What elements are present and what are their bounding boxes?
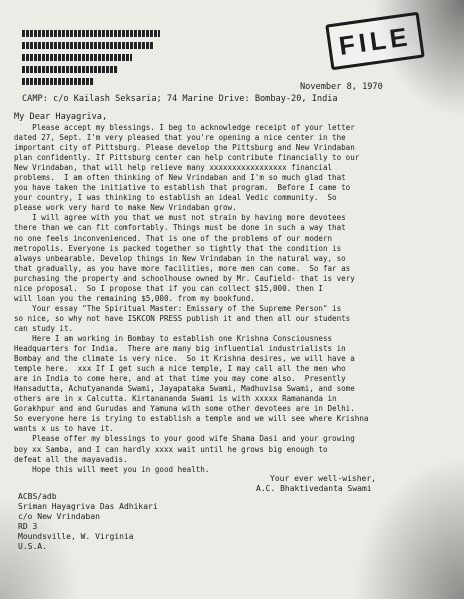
body-line: can study it. bbox=[14, 323, 74, 333]
body-line: Your essay "The Spiritual Master: Emissary of the Supreme Person" is bbox=[14, 303, 342, 313]
address-line: U.S.A. bbox=[18, 542, 47, 551]
signature: A.C. Bhaktivedanta Swami bbox=[256, 484, 372, 493]
redaction-bar bbox=[22, 78, 94, 85]
body-line: there than we can fit comfortably. Things must be done in such a way that bbox=[14, 223, 346, 233]
body-line: Please accept my blessings. I beg to acknowledge receipt of your letter bbox=[14, 123, 355, 132]
body-line: Headquarters for India. There are many big influential industrialists in bbox=[14, 344, 346, 354]
body-line: that gradually, as you have more facilities, more men can come. So far as bbox=[14, 263, 351, 273]
body-line: Hansadutta, Achutyananda Swami, Jayapataka Swami, Madhuvisa Swami, and some bbox=[14, 384, 355, 394]
body-line: so nice, so why not have ISKCON PRESS publish it and then all our students bbox=[14, 313, 351, 323]
body-line: wants x us to have it. bbox=[14, 424, 114, 434]
body-line: plan confidently. If Pittsburg center can help contribute financially to our bbox=[14, 153, 360, 163]
body-line: please work very hard to make New Vrindaban grow. bbox=[14, 203, 237, 213]
body-line: always unbearable. Develop things in New Vrindaban in the natural way, so bbox=[14, 253, 346, 263]
body-line: will loan you the remaining $5,000. from my bookfund. bbox=[14, 293, 255, 303]
redacted-letterhead bbox=[22, 30, 162, 90]
address-line: Moundsville, W. Virginia bbox=[18, 532, 134, 541]
body-line: you have taken the initiative to establish that program. Before I came to bbox=[14, 183, 351, 193]
body-line: Gorakhpur and and Gurudas and Yamuna with some other devotees are in Delhi. bbox=[14, 404, 355, 414]
body-line: your country, I was thinking to establish an ideal Vedic community. So bbox=[14, 193, 337, 203]
body-line: I will agree with you that we must not strain by having more devotees bbox=[14, 213, 346, 223]
body-line: others are in x Calcutta. Kirtanananda Swami is with xxxxx Ramananda in bbox=[14, 394, 337, 404]
address-line: c/o New Vrindaban bbox=[18, 512, 100, 521]
letter-body bbox=[14, 123, 454, 475]
body-line: Hope this will meet you in good health. bbox=[14, 464, 210, 474]
address-line: ACBS/adb bbox=[18, 492, 57, 501]
letter-date: November 8, 1970 bbox=[300, 82, 383, 92]
address-line: RD 3 bbox=[18, 522, 38, 531]
file-stamp: FILE bbox=[325, 12, 424, 71]
body-line: Please offer my blessings to your good wife Shama Dasi and your growing bbox=[14, 434, 355, 444]
salutation: My Dear Hayagriva, bbox=[14, 112, 108, 122]
redaction-bar bbox=[22, 30, 160, 37]
body-line: defeat all the mayavadis. bbox=[14, 454, 128, 464]
body-line: dated 27, Sept. I'm very pleased that you're opening a nice center in the bbox=[14, 133, 346, 143]
body-line: are in India to come here, and at that time you may come also. Presently bbox=[14, 374, 346, 384]
body-line: boy xx Samba, and I can hardly xxxx wait until he grows big enough to bbox=[14, 444, 328, 454]
body-line: no one feels inconvenienced. That is one of the problems of our modern bbox=[14, 233, 333, 243]
redaction-bar bbox=[22, 54, 132, 61]
address-line: Sriman Hayagriva Das Adhikari bbox=[18, 502, 158, 511]
body-line: metropolis. Everyone is packed together so tightly that the condition is bbox=[14, 243, 342, 253]
closing: Your ever well-wisher, bbox=[270, 474, 376, 483]
body-line: New Vrindaban, that will help relieve many xxxxxxxxxxxxxxxxx financial bbox=[14, 163, 333, 173]
body-line: Bombay and the climate is very nice. So it Krishna desires, we will have a bbox=[14, 354, 355, 364]
body-line: temple here. xxx If I get such a nice temple, I may call all the men who bbox=[14, 364, 346, 374]
camp-address: CAMP: c/o Kailash Seksaria; 74 Marine Drive: Bombay-20, India bbox=[22, 94, 338, 104]
redaction-bar bbox=[22, 42, 154, 49]
body-line: problems. I am often thinking of New Vrindaban and I'm so much glad that bbox=[14, 173, 346, 183]
body-line: nice proposal. So I propose that if you can collect $15,000. then I bbox=[14, 283, 323, 293]
redaction-bar bbox=[22, 66, 118, 73]
body-line: So everyone here is trying to establish a temple and we will see where Krishna bbox=[14, 414, 369, 424]
body-line: Here I am working in Bombay to establish one Krishna Consciousness bbox=[14, 333, 333, 343]
recipient-address bbox=[18, 492, 158, 552]
body-line: important city of Pittsburg. Please develop the Pittsburg and New Vrindaban bbox=[14, 143, 355, 153]
body-line: purchasing the property and schoolhouse owned by Mr. Caufield- that is very bbox=[14, 273, 355, 283]
